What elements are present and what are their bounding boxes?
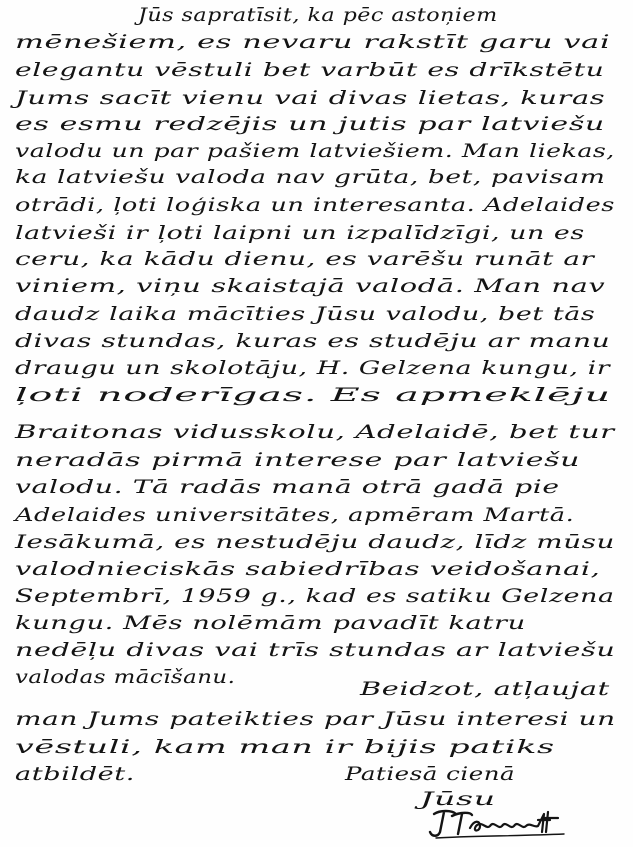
letter-line: valodu. Tā radās manā otrā gadā pie	[15, 476, 560, 498]
letter-line: Jūsu	[420, 788, 496, 810]
letter-line: kungu. Mēs nolēmām pavadīt katru	[15, 612, 526, 634]
letter-line: ka latviešu valoda nav grūta, bet, pavisam	[15, 166, 606, 188]
letter-line: atbildēt.	[15, 763, 135, 785]
letter-line: latvieši ir ļoti laipni un izpalīdzīgi, un es	[15, 222, 585, 244]
letter-line: Jūs sapratīsit, ka pēc astoņiem	[138, 4, 498, 26]
letter-line: mēnešiem, es nevaru rakstīt garu vai	[15, 31, 611, 53]
letter-line: man Jums pateikties par Jūsu interesi un	[15, 708, 616, 730]
letter-line: ļoti noderīgas. Es apmeklēju	[15, 384, 611, 406]
letter-line: valodu un par pašiem latviešiem. Man liekas,	[15, 140, 615, 162]
letter-line: viniem, viņu skaistajā valodā. Man nav	[15, 275, 606, 297]
letter-line: Septembrī, 1959 g., kad es satiku Gelzena	[15, 585, 615, 607]
letter-line: divas stundas, kuras es studēju ar manu	[15, 330, 611, 352]
letter-line: es esmu redzējis un jutis par latviešu	[15, 113, 605, 135]
letter-line: draugu un skolotāju, H. Gelzena kungu, ir	[15, 357, 611, 379]
letter-line: daudz laika mācīties Jūsu valodu, bet tās	[15, 303, 596, 325]
signature	[426, 806, 576, 842]
letter-line: nedēļu divas vai trīs stundas ar latviešu	[15, 639, 616, 661]
letter-line: Braitonas vidusskolu, Adelaidē, bet tur	[15, 421, 615, 443]
letter-line: vēstuli, kam man ir bijis patiks	[15, 736, 555, 758]
letter-line: valodnieciskās sabiedrības veidošanai,	[15, 558, 601, 580]
handwritten-signature-icon	[426, 806, 576, 842]
letter-line: Beidzot, atļaujat	[360, 678, 610, 700]
letter-line: valodas mācīšanu.	[15, 666, 236, 688]
letter-line: Jums sacīt vienu vai divas lietas, kuras	[15, 87, 606, 109]
letter-line: neradās pirmā interese par latviešu	[15, 449, 581, 471]
letter-line: otrādi, ļoti loģiska un interesanta. Adelaides	[15, 194, 615, 216]
letter-line: ceru, ka kādu dienu, es varēšu runāt ar	[15, 248, 595, 270]
letter-line: elegantu vēstuli bet varbūt es drīkstētu	[15, 59, 605, 81]
letter-line: Patiesā cienā	[345, 763, 516, 785]
letter-line: Adelaides universitātes, apmēram Martā.	[15, 504, 575, 526]
letter-line: Iesākumā, es nestudēju daudz, līdz mūsu	[15, 531, 615, 553]
